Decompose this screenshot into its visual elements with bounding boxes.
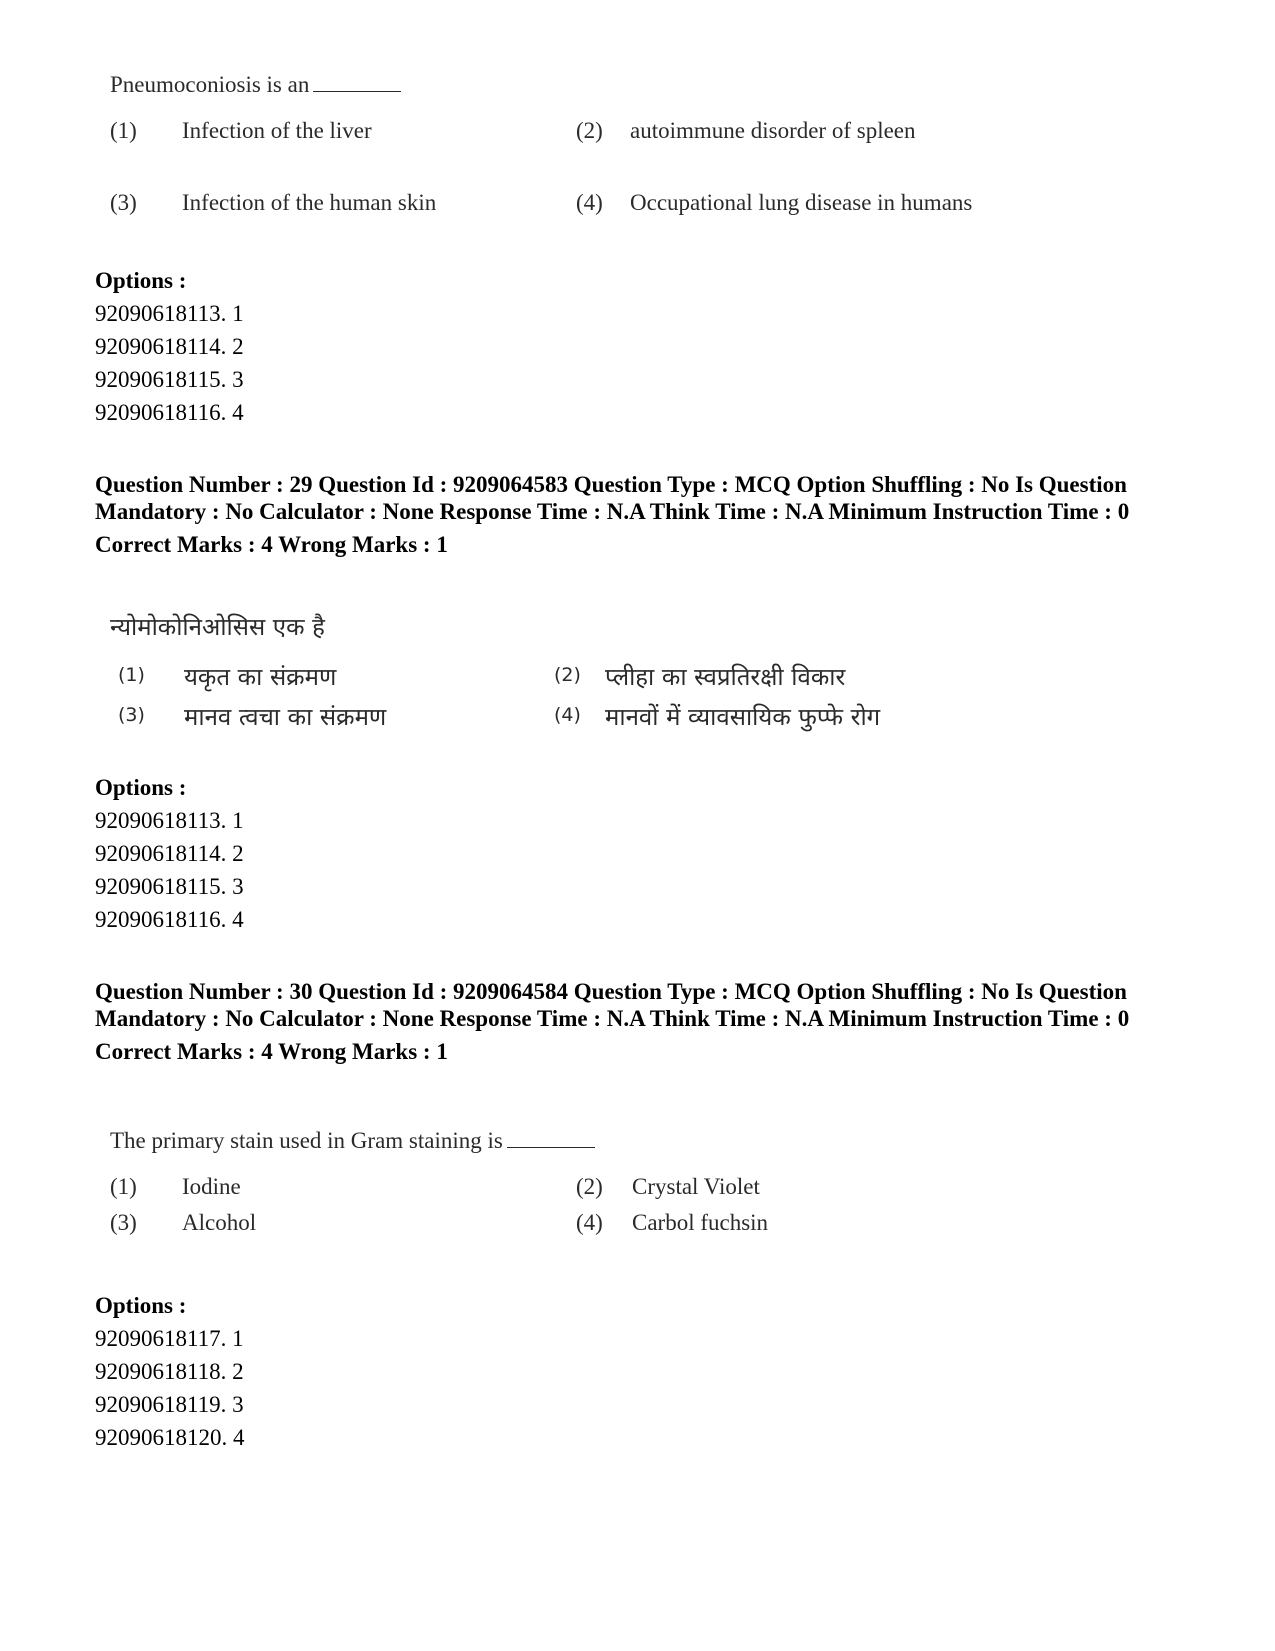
- q28-stem: [110, 72, 1110, 98]
- q29-option-2-num: (2): [554, 664, 581, 686]
- q30-header: [95, 978, 1185, 1065]
- answer-blank: [313, 75, 401, 92]
- options-label: Options :: [95, 268, 187, 293]
- q30-option-1-text: Iodine: [182, 1174, 241, 1199]
- q30-stem-text: The primary stain used in Gram staining is: [110, 1128, 503, 1153]
- q28-option-2-text: autoimmune disorder of spleen: [630, 118, 916, 143]
- q29-figure: [110, 610, 1110, 731]
- option-id: 92090618114. 2: [95, 841, 244, 866]
- q29-header: [95, 471, 1185, 558]
- option-id: 92090618119. 3: [95, 1392, 244, 1417]
- option-id: 92090618117. 1: [95, 1326, 244, 1351]
- q29-options-list: [95, 771, 244, 936]
- option-id: 92090618116. 4: [95, 907, 244, 932]
- q28-option-3-num: (3): [110, 190, 137, 215]
- option-id: 92090618115. 3: [95, 874, 244, 899]
- option-id: 92090618114. 2: [95, 334, 244, 359]
- q28-option-1-num: (1): [110, 118, 137, 143]
- option-id: 92090618115. 3: [95, 367, 244, 392]
- q28-option-4-num: (4): [576, 190, 603, 215]
- q29-option-4-num: (4): [554, 704, 581, 726]
- option-id: 92090618113. 1: [95, 301, 244, 326]
- answer-blank: [507, 1131, 595, 1148]
- q29-stem: न्योमोकोनिओसिस एक है: [110, 613, 325, 641]
- q28-options-list: [95, 264, 244, 429]
- q30-option-4-num: (4): [576, 1210, 603, 1235]
- q28-figure: [110, 72, 1110, 215]
- options-label: Options :: [95, 1293, 187, 1318]
- q30-stem: [110, 1128, 1110, 1154]
- option-id: 92090618113. 1: [95, 808, 244, 833]
- q28-stem-text: Pneumoconiosis is an: [110, 72, 310, 97]
- q30-marks: Correct Marks : 4 Wrong Marks : 1: [95, 1039, 448, 1064]
- q30-option-1-num: (1): [110, 1174, 137, 1199]
- q29-option-2-text: प्लीहा का स्वप्रतिरक्षी विकार: [605, 663, 846, 691]
- option-id: 92090618120. 4: [95, 1425, 245, 1450]
- q30-option-3-text: Alcohol: [182, 1210, 257, 1235]
- q28-option-2-num: (2): [576, 118, 603, 143]
- options-label: Options :: [95, 775, 187, 800]
- q30-options-list: [95, 1289, 245, 1454]
- q30-option-2-text: Crystal Violet: [632, 1174, 760, 1199]
- q29-meta-text: Question Number : 29 Question Id : 9209064583 Question Type : MCQ Option Shuffling : No Is Question Mandatory : No Calculator : None Response Time : N.A Think Time : N.A Minimum Instruction Time : 0: [95, 472, 1130, 524]
- option-id: 92090618116. 4: [95, 400, 244, 425]
- q30-figure: [110, 1128, 1110, 1235]
- q30-option-2-num: (2): [576, 1174, 603, 1199]
- q30-option-4-text: Carbol fuchsin: [632, 1210, 769, 1235]
- q28-option-4-text: Occupational lung disease in humans: [630, 190, 973, 215]
- q30-option-3-num: (3): [110, 1210, 137, 1235]
- q28-option-3-text: Infection of the human skin: [182, 190, 437, 215]
- q29-option-3-num: (3): [118, 704, 145, 726]
- option-id: 92090618118. 2: [95, 1359, 244, 1384]
- q28-option-1-text: Infection of the liver: [182, 118, 372, 143]
- q29-option-1-text: यकृत का संक्रमण: [184, 663, 337, 691]
- q29-option-4-text: मानवों में व्यावसायिक फुप्फे रोग: [605, 703, 881, 731]
- q29-marks: Correct Marks : 4 Wrong Marks : 1: [95, 532, 448, 557]
- q29-option-3-text: मानव त्वचा का संक्रमण: [184, 703, 387, 731]
- q29-option-1-num: (1): [118, 664, 145, 686]
- q30-meta-text: Question Number : 30 Question Id : 9209064584 Question Type : MCQ Option Shuffling : No Is Question Mandatory : No Calculator : None Response Time : N.A Think Time : N.A Minimum Instruction Time : 0: [95, 979, 1130, 1031]
